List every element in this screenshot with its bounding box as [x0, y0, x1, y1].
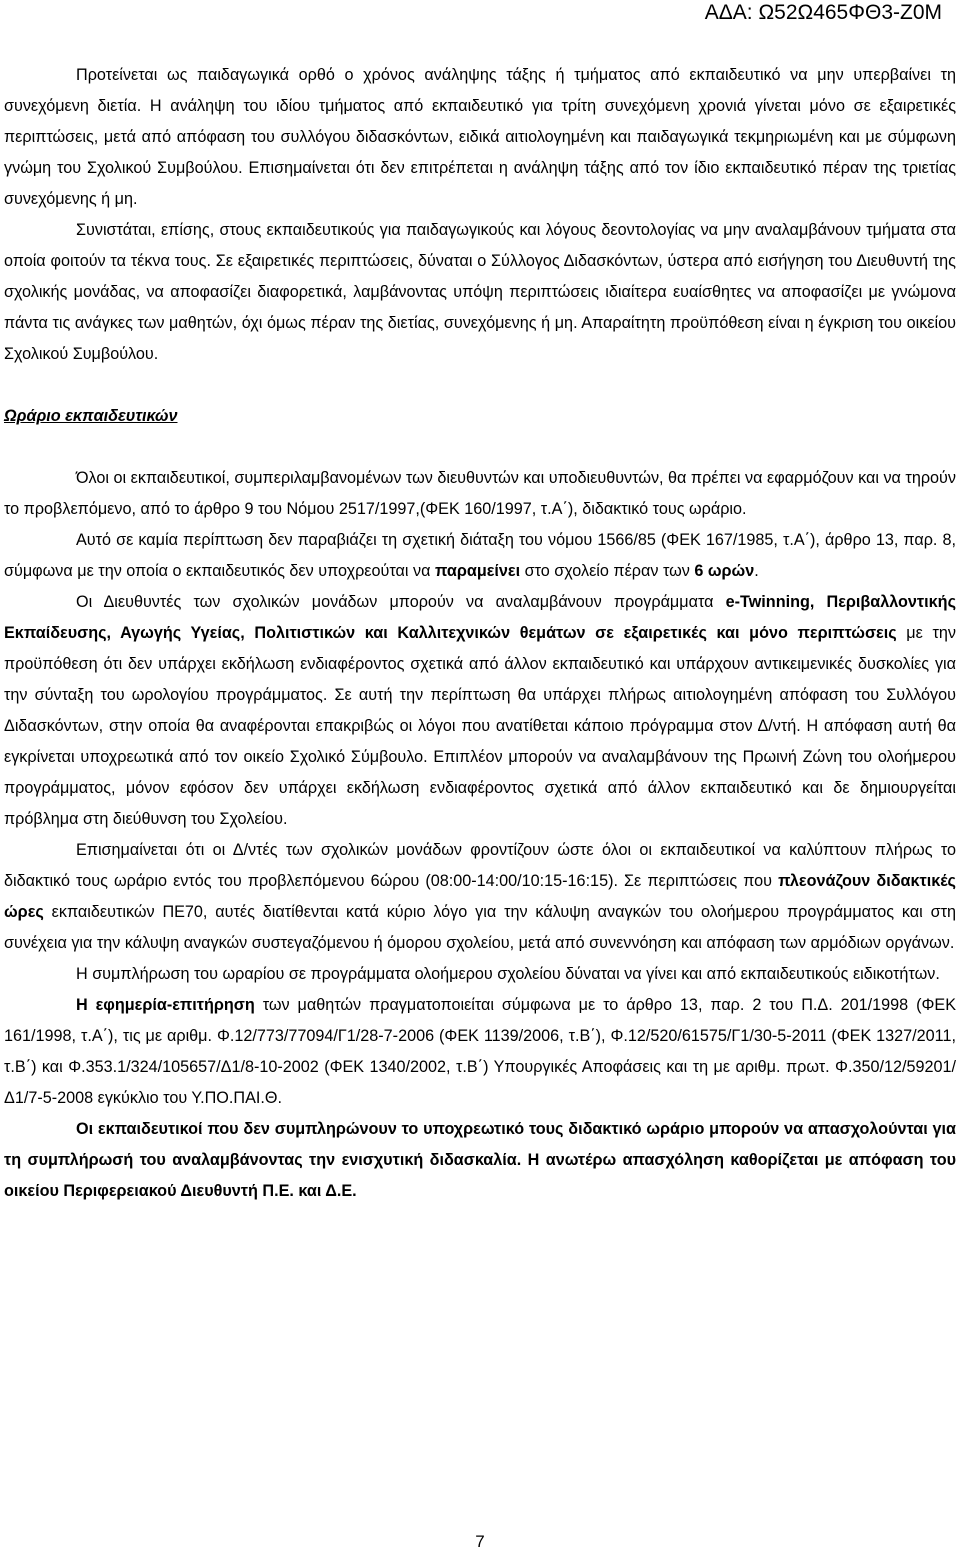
- bold-text-programs: e-Twinning, Περιβαλλοντικής Εκπαίδευσης, Αγωγής Υγείας, Πολιτιστικών και Καλλιτεχνικών θεμάτων σε εξαιρετικές και μόνο περιπτώσεις: [4, 593, 956, 642]
- bold-text-supervision: Η εφημερία-επιτήρηση: [76, 996, 255, 1014]
- text-run: των μαθητών πραγματοποιείται σύμφωνα με το άρθρο 13, παρ. 2 του Π.Δ. 201/1998 (ΦΕΚ 161/1998, τ.Α΄), τις με αριθμ. Φ.12/773/77094/Γ1/28-7-2006 (ΦΕΚ 1139/2006, τ.Β΄), Φ.12/520/61575/Γ1/30-5-2011 (ΦΕΚ 1327/2011, τ.Β΄) και Φ.353.1/324/105657/Δ1/8-10-2002 (ΦΕΚ 1340/2002, τ.Β΄) Υπουργικές Αποφάσεις και τη με αριθμ. πρωτ. Φ.350/12/59201/Δ1/7-5-2008 εγκύκλιο του Υ.ΠΟ.ΠΑΙ.Θ.: [4, 996, 956, 1107]
- text-run: Επισημαίνεται ότι οι Δ/ντές των σχολικών μονάδων φροντίζουν ώστε όλοι οι εκπαιδευτικοί να καλύπτουν πλήρως το διδακτικό τους ωράριο εντός του προβλεπόμενου 6ώρου (08:00-14:00/10:15-16:15). Σε περιπτώσεις που: [4, 841, 956, 890]
- bold-text-surplus-hours: πλεονάζουν διδακτικές ώρες: [4, 872, 956, 921]
- bold-text-6-hours: 6 ωρών: [694, 562, 755, 580]
- text-run: Οι Διευθυντές των σχολικών μονάδων μπορούν να αναλαμβάνουν προγράμματα: [76, 593, 726, 611]
- paragraph-class-assignment: Προτείνεται ως παιδαγωγικά ορθό ο χρόνος ανάληψης τάξης ή τμήματος από εκπαιδευτικό να μην υπερβαίνει τη συνεχόμενη διετία. Η ανάληψη του ιδίου τμήματος από εκπαιδευτικό για τρίτη συνεχόμενη χρονιά γίνεται μόνο σε εξαιρετικές περιπτώσεις, μετά από απόφαση του συλλόγου διδασκόντων, ειδικά αιτιολογημένη και παιδαγωγικά τεκμηριωμένη και με σύμφωνη γνώμη του Σχολικού Συμβούλου. Επισημαίνεται ότι δεν επιτρέπεται η ανάληψη τάξης από τον ίδιο εκπαιδευτικό πέραν της τριετίας συνεχόμενης ή μη.: [4, 66, 956, 208]
- section-heading-teacher-schedule: Ωράριο εκπαιδευτικών: [4, 407, 178, 425]
- page-number: 7: [475, 1532, 485, 1551]
- text-run: .: [754, 562, 759, 580]
- document-body: [4, 60, 956, 1207]
- text-run: Αυτό σε καμία περίπτωση δεν παραβιάζει τη σχετική διάταξη του νόμου 1566/85 (ΦΕΚ 167/1985, τ.Α΄), άρθρο 13, παρ. 8, σύμφωνα με την οποία ο εκπαιδευτικός δεν υποχρεούται να: [4, 531, 956, 580]
- text-run: στο σχολείο πέραν των: [520, 562, 695, 580]
- text-run: εκπαιδευτικών ΠΕ70, αυτές διατίθενται κατά κύριο λόγο για την κάλυψη αναγκών του ολοήμερου προγράμματος και στη συνέχεια για την κάλυψη αναγκών συστεγαζόμενου ή όμορου σχολείου, μετά από συνεννόηση και απόφαση των αρμόδιων οργάνων.: [4, 903, 956, 952]
- paragraph-supervision: [4, 990, 956, 1114]
- paragraph-law-1566: [4, 525, 956, 587]
- paragraph-cover-hours: [4, 835, 956, 959]
- paragraph-teaching-hours: Όλοι οι εκπαιδευτικοί, συμπεριλαμβανομένων των διευθυντών και υποδιευθυντών, θα πρέπει να εφαρμόζουν και να τηρούν το προβλεπόμενο, από το άρθρο 9 του Νόμου 2517/1997,(ΦΕΚ 160/1997, τ.Α΄), διδακτικό τους ωράριο.: [4, 469, 956, 518]
- ada-code: ΑΔΑ: Ω52Ω465ΦΘ3-Ζ0Μ: [704, 1, 942, 24]
- bold-text-remedial: Οι εκπαιδευτικοί που δεν συμπληρώνουν το υποχρεωτικό τους διδακτικό ωράριο μπορούν να απασχολούνται για τη συμπλήρωσή του αναλαμβάνοντας την ενισχυτική διδασκαλία. Η ανωτέρω απασχόληση καθορίζεται με απόφαση του οικείου Περιφερειακού Διευθυντή Π.Ε. και Δ.Ε.: [4, 1120, 956, 1200]
- paragraph-directors-programs: [4, 587, 956, 835]
- text-run: με την προϋπόθεση ότι δεν υπάρχει εκδήλωση ενδιαφέροντος σχετικά από άλλον εκπαιδευτικό και υπάρχουν αντικειμενικές δυσκολίες για την σύνταξη του ωρολογίου προγράμματος. Σε αυτή την περίπτωση θα υπάρχει πλήρως αιτιολογημένη απόφαση του Συλλόγου Διδασκόντων, στην οποία θα αναφέρονται επακριβώς οι λόγοι που ανατίθεται κάποιο πρόγραμμα στον Δ/ντή. Η απόφαση αυτή θα εγκρίνεται υποχρεωτικά από τον οικείο Σχολικό Σύμβουλο. Επιπλέον μπορούν να αναλαμβάνουν της Πρωινή Ζώνη του ολοήμερου προγράμματος, μόνον εφόσον δεν υπάρχει εκδήλωση ενδιαφέροντος σχετικά από άλλον εκπαιδευτικό και δε δημιουργείται πρόβλημα στη διεύθυνση του Σχολείου.: [4, 624, 956, 828]
- paragraph-teacher-children: Συνιστάται, επίσης, στους εκπαιδευτικούς για παιδαγωγικούς και λόγους δεοντολογίας να μην αναλαμβάνουν τμήματα στα οποία φοιτούν τα τέκνα τους. Σε εξαιρετικές περιπτώσεις, δύναται ο Σύλλογος Διδασκόντων, ύστερα από εισήγηση του Διευθυντή της σχολικής μονάδας, να αποφασίζει διαφορετικά, λαμβάνοντας υπόψη περιπτώσεις ιδιαίτερα ευαίσθητες να αποφασίζει με γνώμονα πάντα τις ανάγκες των μαθητών, όχι όμως πέραν της διετίας, συνεχόμενης ή μη. Απαραίτητη προϋπόθεση είναι η έγκριση του οικείου Σχολικού Συμβούλου.: [4, 221, 956, 363]
- bold-text-remain: παραμείνει: [434, 562, 521, 580]
- paragraph-remedial-teaching: [4, 1114, 956, 1207]
- paragraph-all-day-program: Η συμπλήρωση του ωραρίου σε προγράμματα ολοήμερου σχολείου δύναται να γίνει και από εκπαιδευτικούς ειδικοτήτων.: [76, 965, 940, 983]
